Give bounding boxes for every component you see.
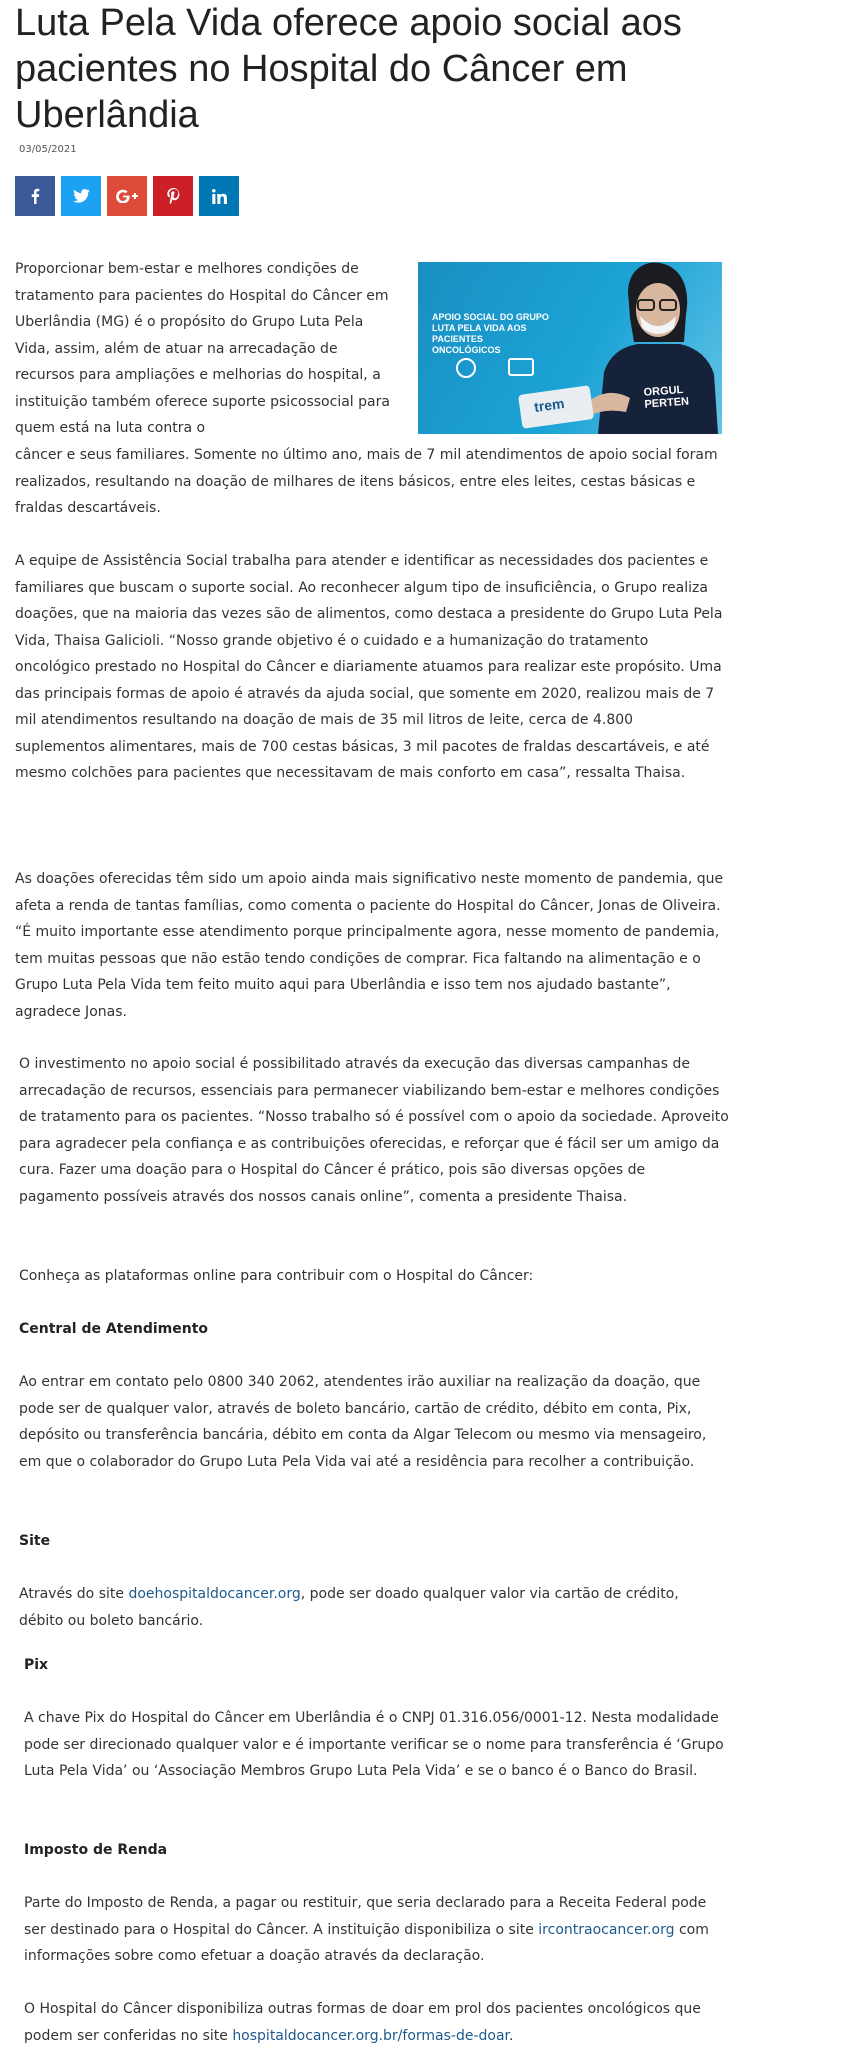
pinterest-icon <box>167 188 180 204</box>
article-date: 03/05/2021 <box>19 144 77 155</box>
facebook-share-button[interactable] <box>15 176 55 216</box>
heading-site: Site <box>19 1533 51 1549</box>
facebook-icon <box>30 188 40 204</box>
paragraph-investment: O investimento no apoio social é possibilitado através da execução das diversas campanhas de arrecadação de recursos, essenciais para permanecer viabilizando bem-estar e melhores condições de tratamento para os pacientes. “Nosso trabalho só é possível com o apoio da sociedade. Aproveito para agradecer pela confiança e as contribuições oferecidas, e reforçar que é fácil ser um amigo da cura. Fazer uma doação para o Hospital do Câncer é prático, pois são diversas opções de pagamento possíveis através dos nossos canais online”, comenta a presidente Thaisa. <box>19 1056 729 1205</box>
article-title: Luta Pela Vida oferece apoio social aos pacientes no Hospital do Câncer em Uberlândia <box>15 2 682 136</box>
paragraph-pandemic: As doações oferecidas têm sido um apoio ainda mais significativo neste momento de pandemia, que afeta a renda de tantas famílias, como comenta o paciente do Hospital do Câncer, Jonas de Oliveira. “É muito importante esse atendimento porque principalmente agora, nesse momento de pandemia, tem muitas pessoas que não estão tendo condições de comprar. Fica faltando na alimentação e o Grupo Luta Pela Vida tem feito muito aqui para Uberlândia e isso tem nos ajudado bastante”, agradece Jonas. <box>15 871 724 1020</box>
shirt-text: ORGUL PERTEN <box>643 383 690 411</box>
income-tax-text-after: com informações sobre como efetuar a doação através da declaração. <box>24 1921 709 1964</box>
google-plus-icon <box>116 189 138 203</box>
twitter-share-button[interactable] <box>61 176 101 216</box>
paragraph-intro: Proporcionar bem-estar e melhores condições de tratamento para pacientes do Hospital do Câncer em Uberlândia (MG) é o propósito do Grupo Luta Pela Vida, assim, além de atuar na arrecadação de recursos para ampliações e melhorias do hospital, a instituição também oferece suporte psicossocial para quem está na luta contra o <box>15 261 390 436</box>
ways-to-donate-link[interactable]: hospitaldocancer.org.br/formas-de-doar <box>232 2027 510 2044</box>
income-tax-site-link[interactable]: ircontraocancer.org <box>538 1921 675 1938</box>
paragraph-income-tax <box>24 1890 729 1970</box>
brand-logo-icon <box>456 358 476 378</box>
twitter-icon <box>73 189 90 203</box>
heading-central: Central de Atendimento <box>19 1321 209 1337</box>
donate-site-link[interactable]: doehospitaldocancer.org <box>128 1586 301 1602</box>
pinterest-share-button[interactable] <box>153 176 193 216</box>
article-image <box>418 262 722 434</box>
paragraph-intro-continued: câncer e seus familiares. Somente no último ano, mais de 7 mil atendimentos de apoio social foram realizados, resultando na doação de milhares de itens básicos, entre eles leites, cestas básicas e fraldas descartáveis. <box>15 447 718 516</box>
hospital-logo-icon <box>508 358 534 376</box>
linkedin-icon <box>212 189 227 204</box>
other-ways-text-before: O Hospital do Câncer disponibiliza outras formas de doar em prol dos pacientes oncológicos que podem ser conferidas no site <box>24 2001 701 2044</box>
google-plus-share-button[interactable] <box>107 176 147 216</box>
image-caption-text: APOIO SOCIAL DO GRUPO LUTA PELA VIDA AOS PACIENTES ONCOLÓGICOS <box>432 312 549 355</box>
income-tax-text-before: Parte do Imposto de Renda, a pagar ou restituir, que seria declarado para a Receita Federal pode ser destinado para o Hospital do Câncer. A instituição disponibiliza o site <box>24 1895 707 1938</box>
heading-income-tax: Imposto de Renda <box>24 1842 168 1858</box>
paragraph-platforms-intro: Conheça as plataformas online para contribuir com o Hospital do Câncer: <box>19 1268 534 1284</box>
paragraph-central: Ao entrar em contato pelo 0800 340 2062, atendentes irão auxiliar na realização da doação, que pode ser de qualquer valor, através de boleto bancário, cartão de crédito, débito em conta, Pix, depósito ou transferência bancária, débito em conta da Algar Telecom ou mesmo via mensageiro, em que o colaborador do Grupo Luta Pela Vida vai até a residência para recolher a contribuição. <box>19 1374 707 1470</box>
donation-box-label: trem <box>533 394 566 416</box>
other-ways-text-after: . <box>509 2027 514 2044</box>
site-text-before: Através do site <box>19 1586 129 1602</box>
paragraph-site <box>19 1581 709 1634</box>
paragraph-other-ways <box>24 1996 729 2049</box>
paragraph-social-assistance: A equipe de Assistência Social trabalha para atender e identificar as necessidades dos pacientes e familiares que buscam o suporte social. Ao reconhecer algum tipo de insuficiência, o Grupo realiza doações, que na maioria das vezes são de alimentos, como destaca a presidente do Grupo Luta Pela Vida, Thaisa Galicioli. “Nosso grande objetivo é o cuidado e a humanização do tratamento oncológico prestado no Hospital do Câncer e diariamente atuamos para realizar este propósito. Uma das principais formas de apoio é através da ajuda social, que somente em 2020, realizou mais de 7 mil atendimentos resultando na doação de mais de 35 mil litros de leite, cerca de 4.800 suplementos alimentares, mais de 700 cestas básicas, 3 mil pacotes de fraldas descartáveis, e até mesmo colchões para pacientes que necessitavam de mais conforto em casa”, ressalta Thaisa. <box>15 553 723 781</box>
paragraph-pix: A chave Pix do Hospital do Câncer em Uberlândia é o CNPJ 01.316.056/0001-12. Nesta modalidade pode ser direcionado qualquer valor e é importante verificar se o nome para transferência é ‘Grupo Luta Pela Vida’ ou ‘Associação Membros Grupo Luta Pela Vida’ e se o banco é o Banco do Brasil. <box>24 1710 724 1779</box>
site-text-after: , pode ser doado qualquer valor via cartão de crédito, débito ou boleto bancário. <box>19 1586 679 1629</box>
share-bar <box>15 176 239 216</box>
heading-pix: Pix <box>24 1657 49 1673</box>
linkedin-share-button[interactable] <box>199 176 239 216</box>
